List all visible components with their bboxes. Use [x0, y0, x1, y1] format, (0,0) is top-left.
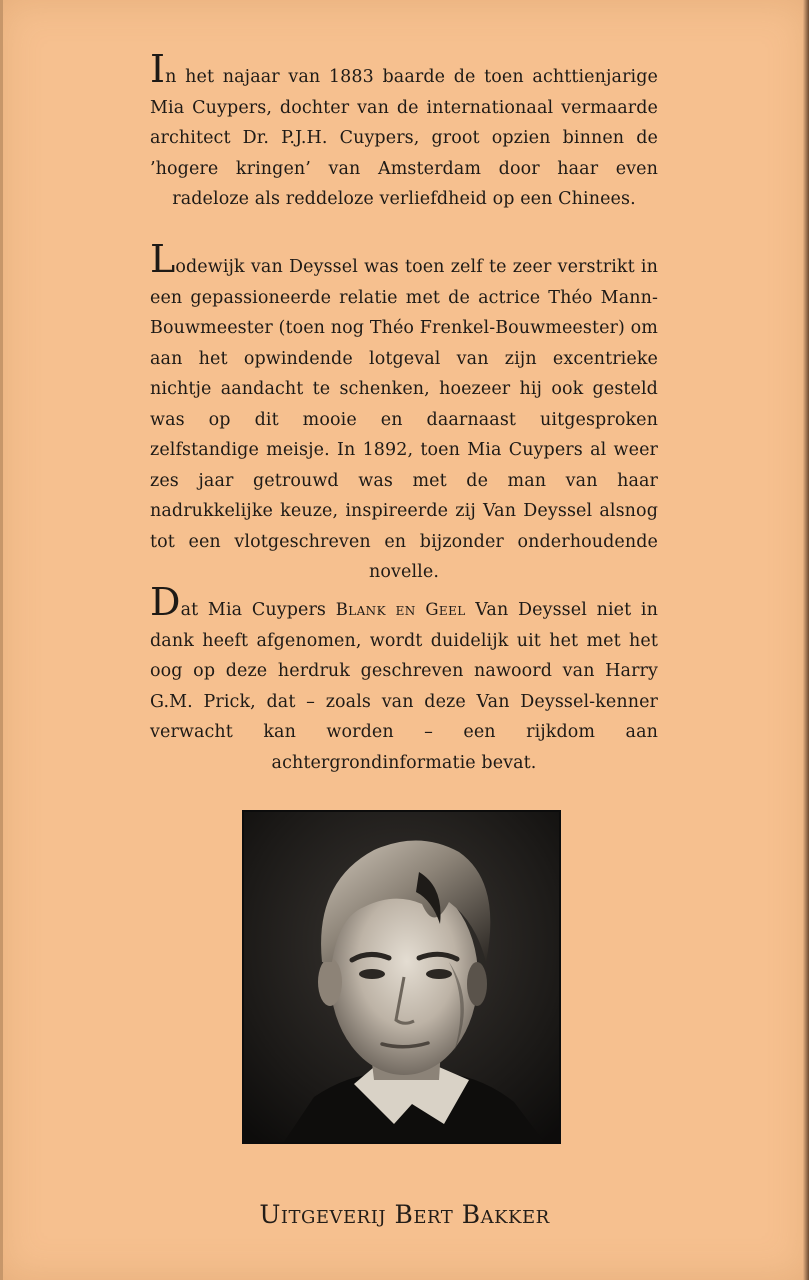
portrait-right-eye — [426, 969, 452, 979]
blurb-paragraph-3-start: Dat Mia Cuypers — [150, 580, 336, 624]
blurb-paragraph-1: In het najaar van 1883 baarde de toen achttienjarige Mia Cuypers, dochter van de internationaal vermaarde architect Dr. P.J.H. Cuypers, groot opzien binnen de ’hogere kringen’ van Amsterdam door haar even radeloze als reddeloze verliefdheid op een Chinees. — [150, 47, 658, 209]
portrait-left-eye — [359, 969, 385, 979]
cover-right-edge — [803, 0, 809, 1280]
cover-left-edge — [0, 0, 3, 1280]
blurb-paragraph-2: Lodewijk van Deyssel was toen zelf te zeer verstrikt in een gepassioneerde relatie met de actrice Théo Mann-Bouwmeester (toen nog Théo Frenkel-Bouwmeester) om aan het opwindende lotgeval van zijn excentrieke nichtje aandacht te schenken, hoezeer hij ook gesteld was op dit mooie en daarnaast uitgesproken zelfstandige meisje. In 1892, toen Mia Cuypers al weer zes jaar getrouwd was met de man van haar nadrukkelijke keuze, inspireerde zij Van Deyssel alsnog tot een vlotgeschreven en bijzonder onderhoudende novelle. — [150, 237, 658, 582]
portrait-left-ear — [318, 958, 342, 1006]
portrait-right-ear — [467, 962, 487, 1006]
book-title: Blank en Geel — [335, 600, 466, 619]
blurb-paragraph-3 — [150, 580, 658, 778]
publisher-imprint: Uitgeverij Bert Bakker — [259, 1200, 550, 1229]
blurb-paragraph-3-end: Van Deyssel niet in dank heeft afgenomen, wordt duidelijk uit het met het oog op deze herdruk geschreven nawoord van Harry G.M. Prick, dat – zoals van deze Van Deyssel-kenner verwacht kan worden – een rijkdom aan achtergrondinformatie bevat. — [150, 600, 658, 773]
author-portrait — [242, 810, 561, 1144]
portrait-photo — [244, 812, 559, 1142]
